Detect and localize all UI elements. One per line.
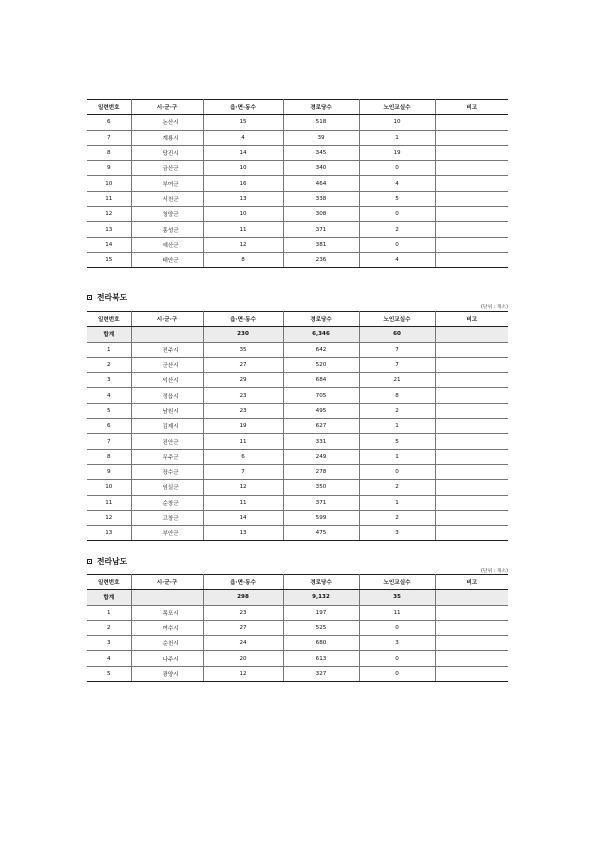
- cell-note: [435, 605, 508, 620]
- cell-senior-halls: 338: [283, 191, 359, 206]
- cell-serial: 1: [87, 342, 131, 357]
- cell-senior-classes: 0: [359, 237, 435, 252]
- table-header-row: [87, 100, 508, 115]
- cell-towns: 23: [203, 605, 283, 620]
- cell-senior-classes: 3: [359, 636, 435, 651]
- cell-senior-halls: 381: [283, 237, 359, 252]
- square-bullet-icon: [87, 295, 92, 300]
- cell-district: 부안군: [131, 526, 203, 541]
- table-section2: [87, 311, 508, 541]
- cell-senior-classes: 0: [359, 651, 435, 666]
- cell-towns: 13: [203, 526, 283, 541]
- cell-note: [435, 636, 508, 651]
- cell-senior-halls: 495: [283, 403, 359, 418]
- cell-senior-halls: 278: [283, 464, 359, 479]
- table-row: [87, 176, 508, 191]
- cell-district: 금산군: [131, 161, 203, 176]
- cell-senior-classes: 2: [359, 222, 435, 237]
- cell-senior-halls: 345: [283, 145, 359, 160]
- header-senior-halls: 경로당수: [283, 100, 359, 115]
- cell-note: [435, 510, 508, 525]
- table-row: [87, 252, 508, 267]
- cell-serial: 12: [87, 207, 131, 222]
- cell-district: 여수시: [131, 620, 203, 635]
- cell-senior-halls: 680: [283, 636, 359, 651]
- table-row: [87, 237, 508, 252]
- cell-district: 고창군: [131, 510, 203, 525]
- cell-towns: 7: [203, 464, 283, 479]
- cell-senior-classes: 10: [359, 115, 435, 130]
- cell-towns: 11: [203, 222, 283, 237]
- cell-note: [435, 130, 508, 145]
- cell-senior-classes: 0: [359, 666, 435, 681]
- cell-towns: 12: [203, 666, 283, 681]
- cell-note: [435, 327, 508, 342]
- cell-towns: 24: [203, 636, 283, 651]
- cell-senior-classes: 0: [359, 620, 435, 635]
- cell-note: [435, 252, 508, 267]
- cell-note: [435, 191, 508, 206]
- cell-towns: 10: [203, 161, 283, 176]
- cell-senior-halls: 9,132: [283, 590, 359, 605]
- cell-district: 목포시: [131, 605, 203, 620]
- header-serial: 일련번호: [87, 312, 131, 327]
- cell-serial: 합계: [87, 590, 131, 605]
- cell-towns: 29: [203, 373, 283, 388]
- cell-serial: 8: [87, 145, 131, 160]
- cell-senior-classes: 2: [359, 510, 435, 525]
- cell-serial: 11: [87, 191, 131, 206]
- cell-senior-halls: 684: [283, 373, 359, 388]
- cell-senior-halls: 39: [283, 130, 359, 145]
- cell-note: [435, 403, 508, 418]
- cell-senior-classes: 5: [359, 191, 435, 206]
- cell-towns: 11: [203, 495, 283, 510]
- cell-senior-halls: 464: [283, 176, 359, 191]
- cell-towns: 19: [203, 419, 283, 434]
- table-row: [87, 480, 508, 495]
- cell-district: 임실군: [131, 480, 203, 495]
- header-senior-classes: 노인교실수: [359, 312, 435, 327]
- cell-senior-classes: 2: [359, 480, 435, 495]
- cell-senior-classes: 0: [359, 161, 435, 176]
- cell-senior-classes: 8: [359, 388, 435, 403]
- table-body: [87, 115, 508, 268]
- cell-district: 논산시: [131, 115, 203, 130]
- cell-senior-halls: 197: [283, 605, 359, 620]
- header-senior-classes: 노인교실수: [359, 575, 435, 590]
- header-towns: 읍·면·동수: [203, 575, 283, 590]
- cell-towns: 15: [203, 115, 283, 130]
- table-row: [87, 161, 508, 176]
- header-towns: 읍·면·동수: [203, 100, 283, 115]
- cell-senior-classes: 7: [359, 342, 435, 357]
- cell-senior-halls: 350: [283, 480, 359, 495]
- cell-senior-classes: 1: [359, 495, 435, 510]
- cell-district: 군산시: [131, 357, 203, 372]
- cell-towns: 12: [203, 237, 283, 252]
- cell-note: [435, 419, 508, 434]
- cell-note: [435, 449, 508, 464]
- cell-serial: 2: [87, 357, 131, 372]
- table-row: [87, 373, 508, 388]
- header-district: 시·군·구: [131, 575, 203, 590]
- header-serial: 일련번호: [87, 100, 131, 115]
- cell-senior-classes: 0: [359, 464, 435, 479]
- cell-note: [435, 237, 508, 252]
- cell-senior-classes: 1: [359, 130, 435, 145]
- unit-label: (단위 : 개소): [481, 305, 508, 310]
- cell-district: 당진시: [131, 145, 203, 160]
- cell-note: [435, 651, 508, 666]
- cell-towns: 23: [203, 388, 283, 403]
- cell-district: 서천군: [131, 191, 203, 206]
- table-row-total: [87, 327, 508, 342]
- cell-towns: 35: [203, 342, 283, 357]
- cell-district: 계룡시: [131, 130, 203, 145]
- cell-note: [435, 480, 508, 495]
- cell-district: 진안군: [131, 434, 203, 449]
- cell-district: 장수군: [131, 464, 203, 479]
- header-district: 시·군·구: [131, 100, 203, 115]
- table-section3: [87, 574, 508, 682]
- cell-senior-classes: 0: [359, 207, 435, 222]
- cell-senior-classes: 2: [359, 403, 435, 418]
- table-row: [87, 636, 508, 651]
- cell-towns: 12: [203, 480, 283, 495]
- cell-senior-halls: 627: [283, 419, 359, 434]
- table-row: [87, 620, 508, 635]
- cell-senior-classes: 7: [359, 357, 435, 372]
- table-row: [87, 388, 508, 403]
- cell-serial: 8: [87, 449, 131, 464]
- cell-senior-halls: 371: [283, 222, 359, 237]
- table-row: [87, 191, 508, 206]
- cell-towns: 298: [203, 590, 283, 605]
- header-senior-classes: 노인교실수: [359, 100, 435, 115]
- cell-serial: 합계: [87, 327, 131, 342]
- cell-serial: 4: [87, 388, 131, 403]
- cell-towns: 27: [203, 620, 283, 635]
- cell-district: [131, 590, 203, 605]
- cell-serial: 14: [87, 237, 131, 252]
- table-row: [87, 666, 508, 681]
- cell-senior-halls: 520: [283, 357, 359, 372]
- cell-serial: 4: [87, 651, 131, 666]
- cell-senior-halls: 331: [283, 434, 359, 449]
- table-row: [87, 222, 508, 237]
- cell-senior-halls: 642: [283, 342, 359, 357]
- cell-note: [435, 145, 508, 160]
- cell-serial: 5: [87, 666, 131, 681]
- cell-serial: 9: [87, 464, 131, 479]
- cell-towns: 11: [203, 434, 283, 449]
- header-senior-halls: 경로당수: [283, 575, 359, 590]
- cell-senior-classes: 21: [359, 373, 435, 388]
- cell-note: [435, 161, 508, 176]
- section-title-text: 전라남도: [97, 557, 128, 566]
- header-district: 시·군·구: [131, 312, 203, 327]
- cell-serial: 7: [87, 130, 131, 145]
- cell-district: 예산군: [131, 237, 203, 252]
- cell-senior-classes: 3: [359, 526, 435, 541]
- cell-serial: 10: [87, 176, 131, 191]
- cell-serial: 5: [87, 403, 131, 418]
- cell-towns: 20: [203, 651, 283, 666]
- table-row: [87, 605, 508, 620]
- table-row: [87, 651, 508, 666]
- cell-note: [435, 222, 508, 237]
- cell-senior-classes: 1: [359, 449, 435, 464]
- cell-district: 전주시: [131, 342, 203, 357]
- cell-district: 익산시: [131, 373, 203, 388]
- cell-district: 김제시: [131, 419, 203, 434]
- cell-senior-classes: 60: [359, 327, 435, 342]
- cell-district: 순천시: [131, 636, 203, 651]
- cell-senior-halls: 327: [283, 666, 359, 681]
- table-row: [87, 115, 508, 130]
- cell-senior-classes: 4: [359, 252, 435, 267]
- cell-serial: 7: [87, 434, 131, 449]
- cell-serial: 3: [87, 636, 131, 651]
- cell-district: [131, 327, 203, 342]
- cell-senior-halls: 249: [283, 449, 359, 464]
- table-row: [87, 130, 508, 145]
- cell-towns: 23: [203, 403, 283, 418]
- cell-district: 홍성군: [131, 222, 203, 237]
- table-row: [87, 342, 508, 357]
- cell-note: [435, 464, 508, 479]
- header-note: 비고: [435, 100, 508, 115]
- header-senior-halls: 경로당수: [283, 312, 359, 327]
- cell-note: [435, 342, 508, 357]
- section-title: [87, 556, 127, 567]
- table-row: [87, 434, 508, 449]
- cell-note: [435, 357, 508, 372]
- unit-label: (단위 : 개소): [481, 569, 508, 574]
- cell-serial: 6: [87, 419, 131, 434]
- cell-serial: 15: [87, 252, 131, 267]
- cell-note: [435, 590, 508, 605]
- cell-towns: 6: [203, 449, 283, 464]
- cell-serial: 3: [87, 373, 131, 388]
- cell-senior-halls: 340: [283, 161, 359, 176]
- cell-senior-classes: 5: [359, 434, 435, 449]
- cell-serial: 11: [87, 495, 131, 510]
- table-body: [87, 590, 508, 682]
- cell-senior-halls: 308: [283, 207, 359, 222]
- cell-senior-classes: 4: [359, 176, 435, 191]
- section-title-text: 전라북도: [97, 293, 128, 302]
- square-bullet-icon: [87, 559, 92, 564]
- table-row: [87, 207, 508, 222]
- cell-towns: 8: [203, 252, 283, 267]
- cell-serial: 9: [87, 161, 131, 176]
- cell-note: [435, 388, 508, 403]
- cell-senior-classes: 19: [359, 145, 435, 160]
- cell-note: [435, 434, 508, 449]
- table-row: [87, 510, 508, 525]
- cell-senior-halls: 613: [283, 651, 359, 666]
- cell-district: 나주시: [131, 651, 203, 666]
- cell-district: 무주군: [131, 449, 203, 464]
- cell-note: [435, 526, 508, 541]
- cell-serial: 6: [87, 115, 131, 130]
- table-row-total: [87, 590, 508, 605]
- header-note: 비고: [435, 575, 508, 590]
- cell-towns: 14: [203, 145, 283, 160]
- cell-district: 남원시: [131, 403, 203, 418]
- cell-senior-classes: 35: [359, 590, 435, 605]
- cell-serial: 10: [87, 480, 131, 495]
- header-towns: 읍·면·동수: [203, 312, 283, 327]
- cell-senior-halls: 705: [283, 388, 359, 403]
- table-row: [87, 449, 508, 464]
- table-row: [87, 403, 508, 418]
- cell-senior-halls: 6,346: [283, 327, 359, 342]
- cell-senior-halls: 371: [283, 495, 359, 510]
- cell-note: [435, 115, 508, 130]
- table-row: [87, 419, 508, 434]
- cell-serial: 13: [87, 526, 131, 541]
- cell-senior-halls: 518: [283, 115, 359, 130]
- section-title: [87, 292, 127, 303]
- cell-note: [435, 207, 508, 222]
- table-header-row: [87, 575, 508, 590]
- cell-towns: 14: [203, 510, 283, 525]
- table-row: [87, 357, 508, 372]
- cell-district: 청양군: [131, 207, 203, 222]
- table-row: [87, 464, 508, 479]
- cell-note: [435, 495, 508, 510]
- header-note: 비고: [435, 312, 508, 327]
- cell-towns: 27: [203, 357, 283, 372]
- cell-note: [435, 620, 508, 635]
- cell-towns: 13: [203, 191, 283, 206]
- cell-senior-halls: 236: [283, 252, 359, 267]
- header-serial: 일련번호: [87, 575, 131, 590]
- cell-note: [435, 373, 508, 388]
- table-body: [87, 327, 508, 541]
- cell-senior-halls: 525: [283, 620, 359, 635]
- cell-towns: 16: [203, 176, 283, 191]
- table-header-row: [87, 312, 508, 327]
- cell-towns: 4: [203, 130, 283, 145]
- cell-serial: 2: [87, 620, 131, 635]
- cell-district: 부여군: [131, 176, 203, 191]
- table-row: [87, 526, 508, 541]
- cell-district: 정읍시: [131, 388, 203, 403]
- cell-district: 광양시: [131, 666, 203, 681]
- cell-towns: 230: [203, 327, 283, 342]
- cell-district: 순창군: [131, 495, 203, 510]
- cell-serial: 12: [87, 510, 131, 525]
- cell-district: 태안군: [131, 252, 203, 267]
- table-row: [87, 145, 508, 160]
- cell-towns: 10: [203, 207, 283, 222]
- cell-senior-classes: 1: [359, 419, 435, 434]
- cell-note: [435, 176, 508, 191]
- cell-senior-halls: 475: [283, 526, 359, 541]
- cell-serial: 1: [87, 605, 131, 620]
- cell-senior-halls: 599: [283, 510, 359, 525]
- table-section1: [87, 99, 508, 268]
- table-row: [87, 495, 508, 510]
- cell-note: [435, 666, 508, 681]
- cell-serial: 13: [87, 222, 131, 237]
- cell-senior-classes: 11: [359, 605, 435, 620]
